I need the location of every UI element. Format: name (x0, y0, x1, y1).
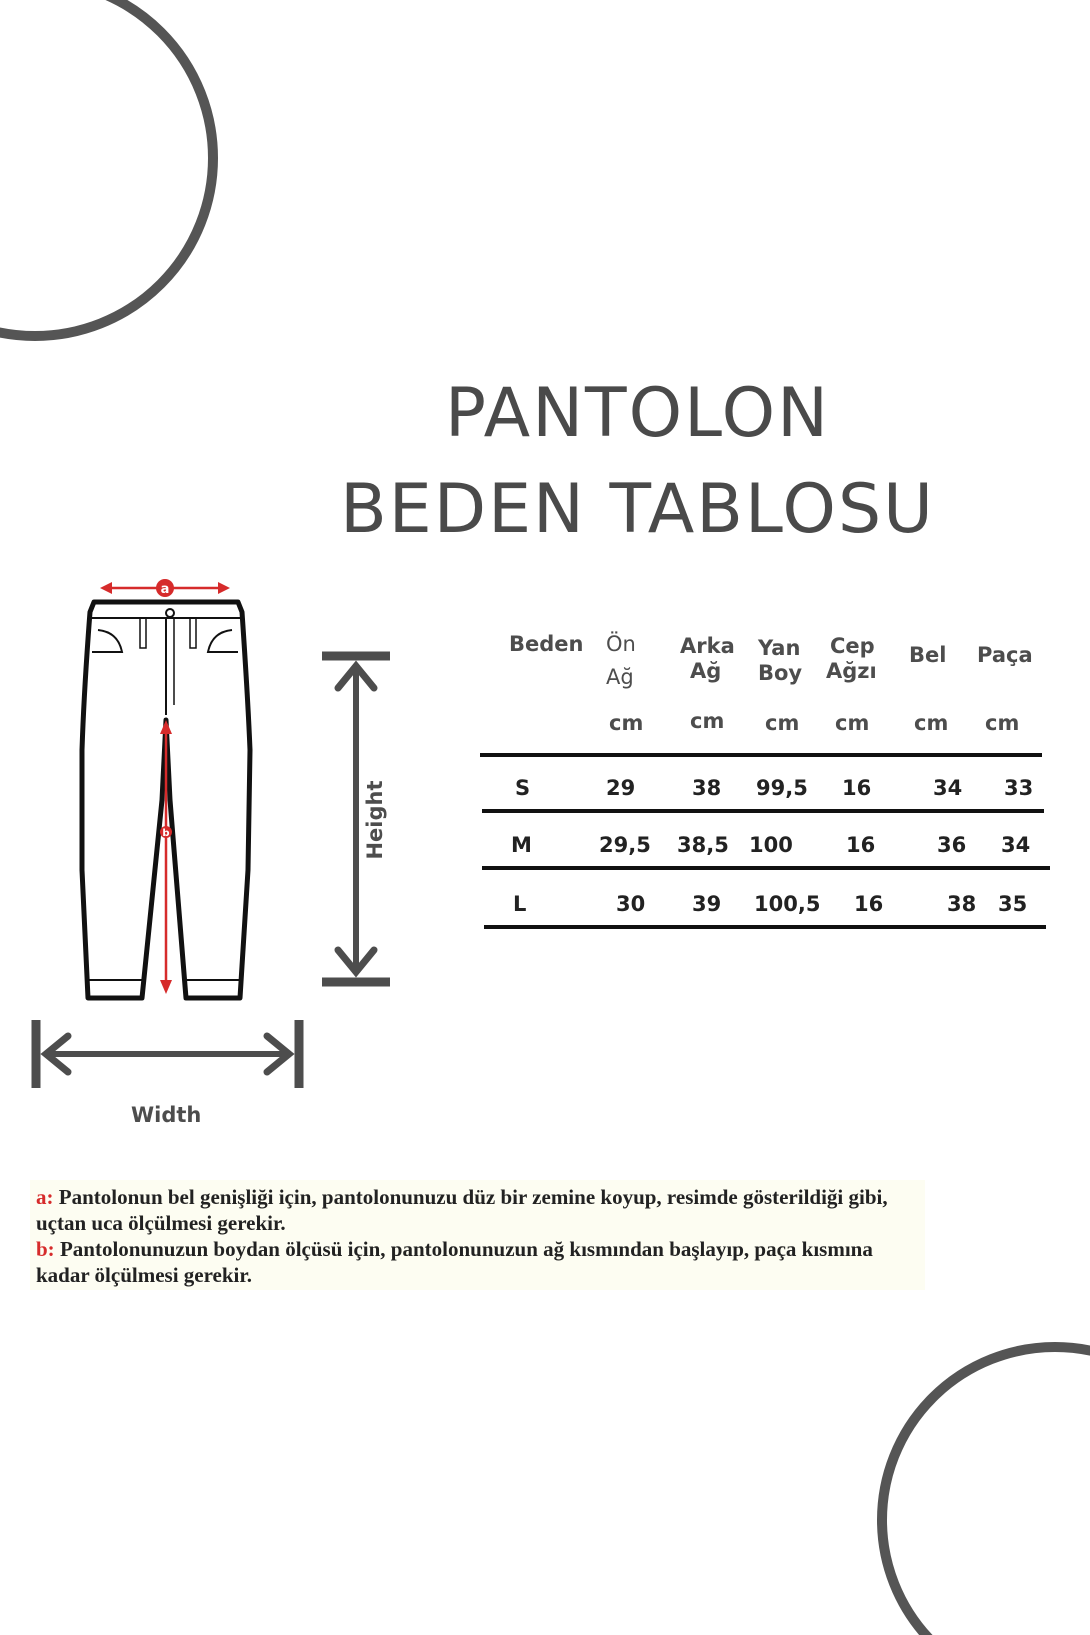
table-cell: 29 (606, 776, 636, 800)
pants-diagram (70, 570, 270, 1010)
table-rule-l (484, 925, 1046, 929)
table-rule-s (482, 809, 1044, 813)
table-cell: 16 (842, 776, 872, 800)
measurement-notes (30, 1180, 925, 1290)
table-cell: 29,5 (599, 833, 651, 857)
note-b (36, 1236, 919, 1288)
table-cell: 16 (854, 892, 884, 916)
note-a (36, 1184, 919, 1236)
note-b-label: b: (36, 1237, 55, 1261)
table-cell: 30 (616, 892, 646, 916)
col-header-bel: Bel (909, 643, 947, 667)
table-cell: 36 (937, 833, 967, 857)
page-title-line-2: BEDEN TABLOSU (340, 470, 935, 549)
table-cell: 39 (692, 892, 722, 916)
col-header-paca: Paça (977, 643, 1033, 667)
col-header-arka-ag-1: Arka (680, 634, 735, 658)
decor-circle-bottom-right (860, 1320, 1090, 1635)
table-cell: 34 (933, 776, 963, 800)
note-a-label: a: (36, 1185, 54, 1209)
marker-b: b (162, 828, 170, 839)
table-cell: 38 (692, 776, 722, 800)
table-cell: 100,5 (754, 892, 821, 916)
table-cell: 35 (998, 892, 1028, 916)
col-header-cep-agzi-1: Cep (830, 634, 875, 658)
table-cell: M (511, 833, 532, 857)
page-title-line-1: PANTOLON (445, 374, 830, 453)
col-unit-paca: cm (985, 711, 1020, 735)
table-cell: 38,5 (677, 833, 729, 857)
table-cell: 16 (846, 833, 876, 857)
table-cell: 38 (947, 892, 977, 916)
col-header-cep-agzi-2: Ağzı (826, 659, 877, 683)
col-unit-arka-ag: cm (690, 709, 725, 733)
col-header-yan-boy-2: Boy (758, 661, 803, 685)
width-arrow (30, 1018, 305, 1090)
col-header-on-ag-2: Ağ (606, 665, 634, 689)
col-header-arka-ag-2: Ağ (690, 659, 722, 683)
height-label: Height (363, 780, 387, 860)
col-unit-on-ag: cm (609, 711, 644, 735)
table-rule-header (480, 753, 1042, 757)
width-label: Width (131, 1103, 202, 1127)
col-header-yan-boy-1: Yan (758, 636, 801, 660)
note-b-text: Pantolonunuzun boydan ölçüsü için, pantolonunuzun ağ kısmından başlayıp, paça kısmına kadar ölçülmesi gerekir. (36, 1237, 873, 1287)
decor-circle-top-left (0, 0, 240, 350)
col-header-on-ag-1: Ön (606, 632, 636, 656)
table-cell: 99,5 (756, 776, 808, 800)
table-cell: L (513, 892, 527, 916)
table-cell: 34 (1001, 833, 1031, 857)
table-rule-m (482, 866, 1050, 870)
note-a-text: Pantolonun bel genişliği için, pantolonunuzu düz bir zemine koyup, resimde gösterildiği gibi, uçtan uca ölçülmesi gerekir. (36, 1185, 888, 1235)
table-cell: 33 (1004, 776, 1034, 800)
col-unit-yan-boy: cm (765, 711, 800, 735)
col-header-beden: Beden (509, 632, 584, 656)
table-cell: 100 (749, 833, 793, 857)
col-unit-cep-agzi: cm (835, 711, 870, 735)
col-unit-bel: cm (914, 711, 949, 735)
table-cell: S (515, 776, 531, 800)
marker-a: a (160, 582, 170, 597)
